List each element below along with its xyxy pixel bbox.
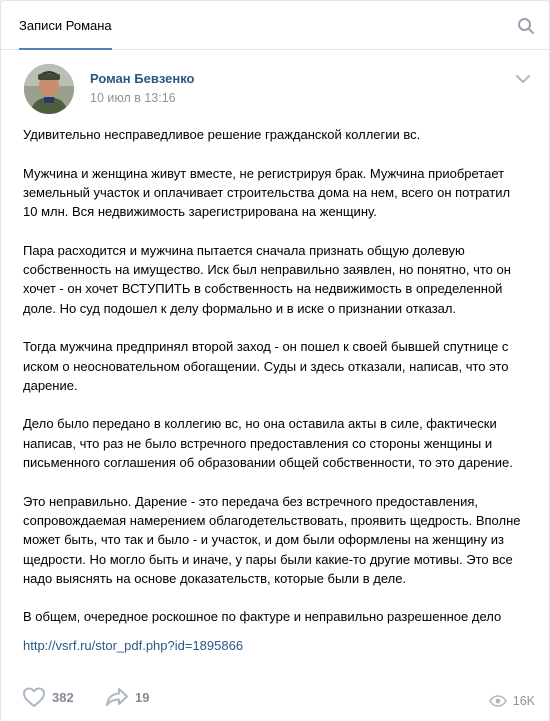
tab-user-posts[interactable]: Записи Романа [19,1,112,50]
view-count: 16K [512,694,535,708]
post-link[interactable]: http://vsrf.ru/stor_pdf.php?id=1895866 [23,638,244,653]
post-card [0,50,550,721]
post-paragraph: Удивительно несправедливое решение гражданской коллегии вс. [23,127,421,142]
search-icon[interactable] [517,17,535,35]
page-header [0,0,550,50]
like-button[interactable] [22,685,74,709]
chevron-down-icon[interactable] [515,74,531,84]
post-paragraph: В общем, очередное роскошное по фактуре и неправильно разрешенное дело [23,609,502,625]
views-counter [489,689,535,713]
post-paragraph: Пара расходится и мужчина пытается сначала признать общую долевую собственность на имущество. Иск был неправильно заявлен, но понятно, что он хочет - он хочет ВСТУПИТЬ в собственность на недвижимость в определенной доле. Но суд подошел к делу формально и в иске о признании отказал. [23,242,511,316]
post-paragraph: Тогда мужчина предпринял второй заход - он пошел к своей бывшей спутнице с иском о неосновательном обогащении. Суды и здесь отказали, написав, что это дарение. [23,339,509,393]
share-count: 19 [135,689,150,705]
author-name[interactable]: Роман Бевзенко [90,71,195,86]
post-footer [1,675,549,721]
post-paragraph: Это неправильно. Дарение - это передача без встречного предоставления, сопровождаемая намерением облагодетельствовать, проявить щедрость. Вполне может быть, что так и было - и участок, и дом были оформлены на женщину из щедрости. Но могло быть и иначе, у пары были какие-то другие мотивы. Это все надо выяснять на основе доказательств, которые были в деле. [23,493,521,586]
heart-icon [22,686,46,708]
post-paragraph: Мужчина и женщина живут вместе, не регистрируя брак. Мужчина приобретает земельный участок и оплачивает строительства дома на нем, всего он потратил 10 млн. Вся недвижимость зарегистрирована на женщину. [23,165,511,220]
post-paragraph: Дело было передано в коллегию вс, но она оставила акты в силе, фактически написав, что раз не было встречного предоставления со стороны женщины и письменного соглашения об образовании общей собственности, то это дарение. [23,416,513,471]
eye-icon [489,695,507,707]
post-date[interactable]: 10 июл в 13:16 [90,91,176,105]
like-count: 382 [52,689,74,705]
share-button[interactable] [105,685,149,709]
share-icon [105,687,129,707]
avatar[interactable] [24,64,74,114]
post-text [23,125,528,627]
